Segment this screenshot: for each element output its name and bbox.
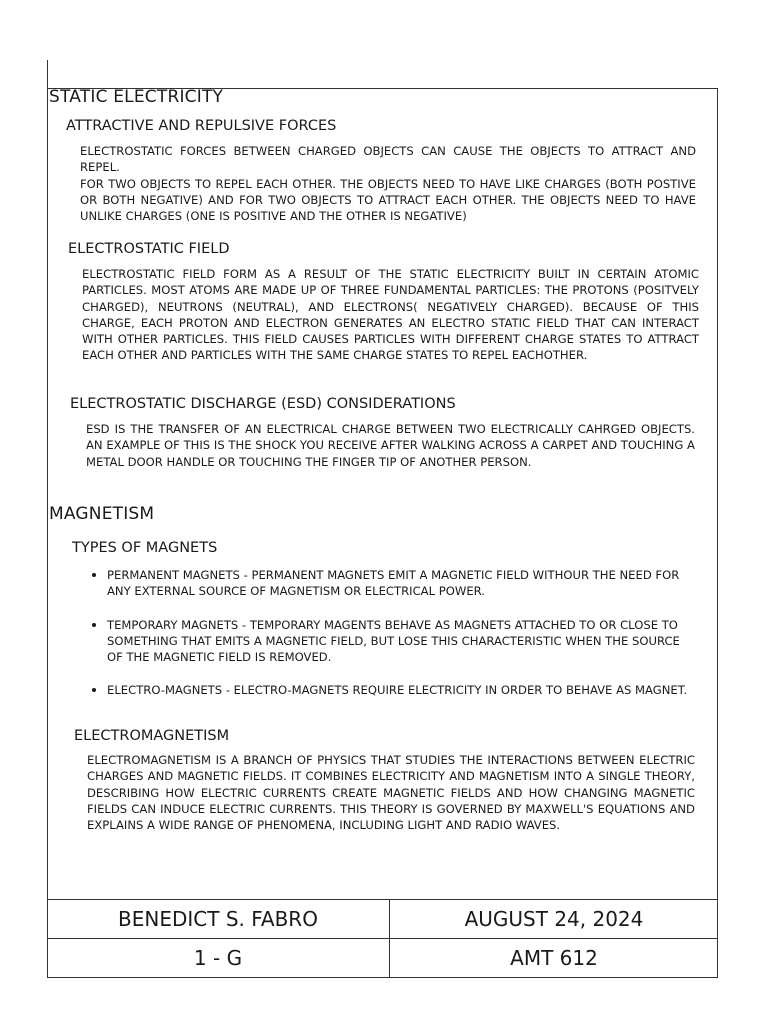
heading-electromagnetism: ELECTROMAGNETISM bbox=[74, 728, 230, 744]
section-title-static-electricity: STATIC ELECTRICITY bbox=[49, 87, 224, 107]
list-item-permanent-magnets: PERMANENT MAGNETS - PERMANENT MAGNETS EMIT A MAGNETIC FIELD WITHOUR THE NEED FOR ANY EXTERNAL SOURCE OF MAGNETISM OR ELECTRICAL POWER. bbox=[88, 567, 698, 600]
paragraph-electrostatic-field: ELECTROSTATIC FIELD FORM AS A RESULT OF THE STATIC ELECTRICITY BUILT IN CERTAIN ATOMIC PARTICLES. MOST ATOMS ARE MADE UP OF THREE FUNDAMENTAL PARTICLES: THE PROTONS (POSITVELY CHARGED), NEUTRONS (NEUTRAL), AND ELECTRONS( NEGATIVELY CHARGED). BECAUSE OF THIS CHARGE, EACH PROTON AND ELECTRON GENERATES AN ELECTRO STATIC FIELD THAT CAN INTERACT WITH OTHER PARTICLES. THIS FIELD CAUSES PARTICLES WITH DIFFERENT CHARGE STATES TO ATTRACT EACH OTHER AND PARTICLES WITH THE SAME CHARGE STATES TO REPEL EACHOTHER. bbox=[82, 267, 699, 363]
list-item-electro-magnets: ELECTRO-MAGNETS - ELECTRO-MAGNETS REQUIRE ELECTRICITY IN ORDER TO BEHAVE AS MAGNET. bbox=[88, 682, 698, 698]
paragraph-attractive-2: FOR TWO OBJECTS TO REPEL EACH OTHER. THE OBJECTS NEED TO HAVE LIKE CHARGES (BOTH POSTIVE OR BOTH NEGATIVE) AND FOR TWO OBJECTS TO ATTRACT EACH OTHER. THE OBJECTS NEED TO HAVE UNLIKE CHARGES (ONE IS POSITIVE AND THE OTHER IS NEGATIVE) bbox=[80, 176, 696, 224]
submission-date: AUGUST 24, 2024 bbox=[464, 907, 644, 931]
heading-attractive-repulsive: ATTRACTIVE AND REPULSIVE FORCES bbox=[66, 118, 337, 134]
paragraph-attractive-repulsive bbox=[80, 143, 696, 224]
list-item-temporary-magnets: TEMPORARY MAGNETS - TEMPORARY MAGENTS BEHAVE AS MAGNETS ATTACHED TO OR CLOSE TO SOMETHING THAT EMITS A MAGNETIC FIELD, BUT LOSE THIS CHARACTERISTIC WHEN THE SOURCE OF THE MAGNETIC FIELD IS REMOVED. bbox=[88, 617, 698, 666]
section-title-magnetism: MAGNETISM bbox=[49, 504, 155, 524]
paragraph-attractive-1: ELECTROSTATIC FORCES BETWEEN CHARGED OBJECTS CAN CAUSE THE OBJECTS TO ATTRACT AND REPEL. bbox=[80, 144, 696, 175]
paragraph-esd: ESD IS THE TRANSFER OF AN ELECTRICAL CHARGE BETWEEN TWO ELECTRICALLY CAHRGED OBJECTS. AN EXAMPLE OF THIS IS THE SHOCK YOU RECEIVE AFTER WALKING ACROSS A CARPET AND TOUCHING A METAL DOOR HANDLE OR TOUCHING THE FINGER TIP OF ANOTHER PERSON. bbox=[86, 422, 695, 469]
course-code: AMT 612 bbox=[510, 946, 598, 970]
magnet-types-list bbox=[88, 567, 698, 699]
student-section: 1 - G bbox=[193, 946, 243, 970]
student-name: BENEDICT S. FABRO bbox=[118, 907, 318, 931]
paragraph-electromagnetism: ELECTROMAGNETISM IS A BRANCH OF PHYSICS THAT STUDIES THE INTERACTIONS BETWEEN ELECTRIC CHARGES AND MAGNETIC FIELDS. IT COMBINES ELECTRICITY AND MAGNETISM INTO A SINGLE THEORY, DESCRIBING HOW ELECTRIC CURRENTS CREATE MAGNETIC FIELDS AND HOW CHANGING MAGNETIC FIELDS CAN INDUCE ELECTRIC CURRENTS. THIS THEORY IS GOVERNED BY MAXWELL'S EQUATIONS AND EXPLAINS A WIDE RANGE OF PHENOMENA, INCLUDING LIGHT AND RADIO WAVES. bbox=[87, 753, 695, 833]
heading-electrostatic-field: ELECTROSTATIC FIELD bbox=[68, 241, 230, 257]
margin-line bbox=[47, 60, 48, 90]
heading-esd: ELECTROSTATIC DISCHARGE (ESD) CONSIDERATIONS bbox=[70, 396, 456, 412]
heading-types-of-magnets: TYPES OF MAGNETS bbox=[72, 540, 218, 556]
footer-table bbox=[47, 899, 718, 978]
